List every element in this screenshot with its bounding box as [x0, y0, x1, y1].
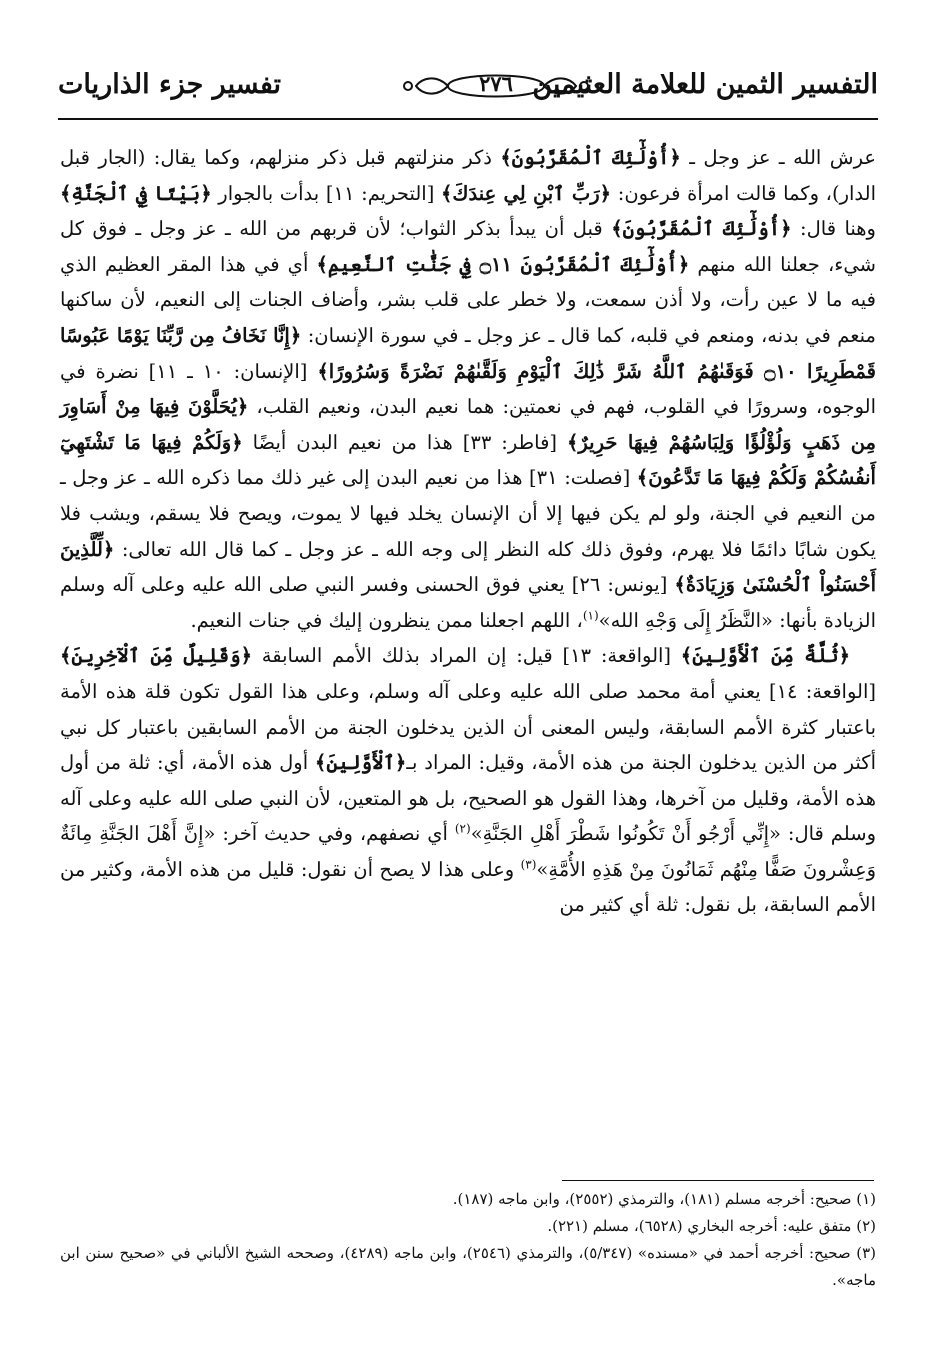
text-run: قبل أن يبدأ بذكر الثواب؛ لأن قربهم من الله ـ عز وجل ـ فوق كل شيء، جعلنا الله منهم	[60, 217, 877, 276]
quran-verse: ﴿بَيْتًا فِي ٱلْجَنَّةِ﴾	[60, 181, 212, 205]
footnote-3: (٣) صحيح: أخرجه أحمد في «مسنده» (٥/٣٤٧)، والترمذي (٢٥٤٦)، وابن ماجه (٤٢٨٩)، وصححه الشيخ الألباني في «صحيح سنن ابن ماجه».	[60, 1244, 877, 1289]
footnotes	[60, 1186, 876, 1294]
footnote-ref[interactable]: (٣)	[520, 857, 537, 872]
text-run: [فاطر: ٣٣] هذا من نعيم البدن أيضًا	[242, 430, 567, 454]
quran-verse: ﴿إِنَّا نَخَافُ مِن رَّبِّنَا يَوْمًا عَبُوسًا قَمْطَرِيرًا ۝١٠ فَوَقَىٰهُمُ ٱللَّهُ شَرَّ ذَٰلِكَ ٱلْيَوْمِ وَلَقَّىٰهُمْ نَضْرَةً وَسُرُورًا﴾	[60, 323, 876, 383]
text-run: [الإنسان: ١٠ ـ ١١] نضرة في الوجوه، وسرورًا في القلوب، فهم في نعمتين: هما نعيم البدن، ونعيم القلب،	[60, 359, 876, 419]
text-run: ذكر منزلتهم قبل ذكر منزلهم، وكما يقال: (الجار قبل الدار)، وكما قالت امرأة فرعون:	[60, 146, 877, 205]
header-rule	[58, 118, 878, 120]
paragraph-1	[60, 140, 876, 638]
text-run: أي نصفهم، وفي حديث آخر: «إِنَّ أَهْلَ الجَنَّةِ مِائَةٌ وَعِشْرونَ صَفًّا مِنْهُم ثَمَانُونَ مِنْ هَذِهِ الأُمَّةِ»	[60, 822, 877, 881]
quran-verse: ﴿أُوْلَٰٓئِكَ ٱلْمُقَرَّبُونَ﴾	[611, 217, 792, 241]
text-run: ، اللهم اجعلنا ممن ينظرون إليك في جنات النعيم.	[190, 608, 583, 632]
footnote-ref[interactable]: (١)	[582, 608, 599, 623]
text-run: [الواقعة: ١٣] قيل: إن المراد بذلك الأمم السابقة	[252, 644, 681, 668]
book-title: التفسير الثمين للعلامة العثيمين	[532, 69, 878, 100]
section-title: تفسير جزء الذاريات	[58, 69, 281, 100]
quran-verse: ﴿وَلَكُمْ فِيهَا مَا تَشْتَهِيٓ أَنفُسُكُمْ وَلَكُمْ فِيهَا مَا تَدَّعُونَ﴾	[60, 430, 876, 490]
text-run: [التحريم: ١١] بدأت بالجوار	[211, 181, 441, 205]
quran-verse: ﴿يُحَلَّوْنَ فِيهَا مِنْ أَسَاوِرَ مِن ذَهَبٍ وَلُؤْلُؤًا وَلِبَاسُهُمْ فِيهَا حَرِيرٌ﴾	[60, 395, 877, 454]
main-text	[60, 140, 876, 923]
text-run: وعلى هذا لا يصح أن نقول: قليل من هذه الأمة، وكثير من الأمم السابقة، بل نقول: ثلة أي كثير من	[60, 857, 876, 917]
footnote-separator	[562, 1180, 874, 1181]
footnote-1: (١) صحيح: أخرجه مسلم (١٨١)، والترمذي (٢٥٥٢)، وابن ماجه (١٨٧).	[452, 1190, 876, 1208]
quran-verse: ﴿أُوْلَٰٓئِكَ ٱلْمُقَرَّبُونَ﴾	[500, 146, 681, 169]
quran-verse: ﴿أُوْلَٰٓئِكَ ٱلْمُقَرَّبُونَ ۝١١ فِي جَنَّٰتِ ٱلنَّعِيمِ﴾	[316, 252, 690, 276]
text-run: عرش الله ـ عز وجل ـ	[680, 146, 876, 169]
text-run: أول هذه الأمة، أي: ثلة من أول هذه الأمة، وقليل من آخرها، وهذا القول هو الصحيح، بل هو المتعين، لأن النبي صلى الله عليه وعلى آله وسلم قال: «إِنِّي أَرْجُو أَنْ تَكُونُوا شَطْرَ أَهْلِ الجَنَّةِ»	[60, 751, 876, 846]
quran-verse: ﴿ثُلَّةٌ مِّنَ ٱلْأَوَّلِينَ﴾	[680, 644, 851, 668]
text-run: [يونس: ٢٦] يعني فوق الحسنى وفسر النبي صلى الله عليه وعلى آله وسلم الزيادة بأنها: «النَّظَرُ إِلَى وَجْهِ الله»	[60, 573, 876, 632]
page-number: ٢٧٦	[479, 71, 513, 96]
text-run: [فصلت: ٣١] هذا من نعيم البدن إلى غير ذلك مما ذكره الله ـ عز وجل ـ من النعيم في الجنة، ولو لم يكن فيها إلا أن الإنسان يخلد فيها لا يموت، ويصح فلا يسقم، ويشب فلا يكون شابًا دائمًا فلا يهرم، وفوق ذلك كله النظر إلى وجه الله ـ عز وجل ـ كما قال الله تعالى:	[60, 466, 876, 561]
text-run: أي في هذا المقر العظيم الذي فيه ما لا عين رأت، ولا أذن سمعت، ولا خطر على قلب بشر، وأضاف الجنات إلى النعيم، لأن ساكنها منعم في بدنه، ومنعم في قلبه، كما قال ـ عز وجل ـ في سورة الإنسان:	[60, 252, 876, 347]
footnote-ref[interactable]: (٢)	[454, 821, 471, 836]
text-run: [الواقعة: ١٤] يعني أمة محمد صلى الله عليه وعلى آله وسلم، وعلى هذا القول تكون قلة هذه الأمة باعتبار كثرة الأمم السابقة، وليس المعنى أن الذين يدخلون الجنة من الأمم السابقين باعتبار كل نبي أكثر من الذين يدخلون الجنة من هذه الأمة، وقيل: المراد بـ	[60, 679, 876, 775]
quran-verse: ﴿وَقَلِيلٌ مِّنَ ٱلْآخِرِينَ﴾	[60, 644, 253, 668]
paragraph-2	[60, 638, 876, 923]
quran-verse: ﴿ٱلْأَوَّلِينَ﴾	[314, 751, 407, 775]
running-header	[58, 62, 878, 120]
quran-verse: ﴿لِّلَّذِينَ أَحْسَنُواْ ٱلْحُسْنَىٰ وَزِيَادَةٌ﴾	[60, 537, 876, 597]
footnote-2: (٢) متفق عليه: أخرجه البخاري (٦٥٢٨)، مسلم (٢٢١).	[547, 1217, 876, 1235]
quran-verse: ﴿رَبِّ ٱبْنِ لِي عِندَكَ﴾	[440, 181, 612, 205]
text-run: وهنا قال:	[791, 217, 876, 241]
